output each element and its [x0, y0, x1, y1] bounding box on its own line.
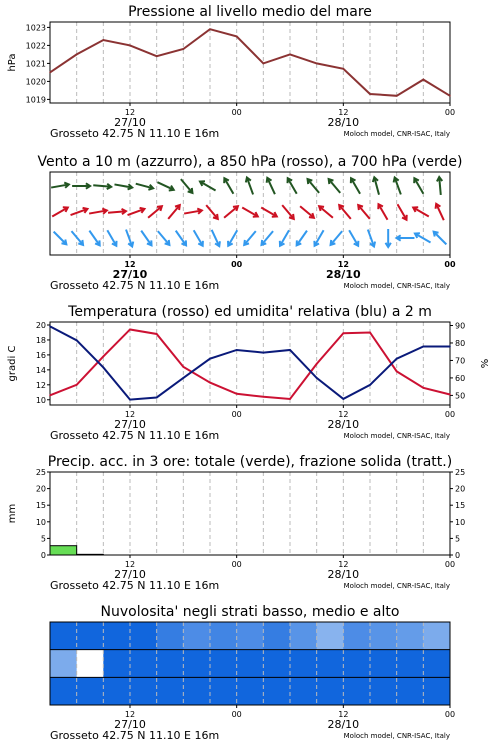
location-label: Grosseto 42.75 N 11.10 E 16m	[50, 127, 220, 140]
date-label: 28/10	[327, 718, 360, 731]
wind-arrow	[368, 230, 375, 247]
wind-arrow	[413, 207, 429, 216]
humidity-point	[396, 358, 398, 360]
cloud-cell	[397, 650, 424, 678]
cloud-cell	[103, 650, 130, 678]
wind-arrow	[72, 183, 90, 188]
temperature-point	[209, 382, 211, 384]
y-tick-label: 20	[35, 320, 46, 330]
wind-arrow-shaft	[300, 206, 314, 218]
cloud-cell	[263, 650, 290, 678]
x-tick-label: 00	[231, 260, 243, 269]
wind-arrow-shaft	[329, 179, 341, 193]
chart-title: Nuvolosita' negli strati basso, medio e alto	[100, 604, 400, 620]
wind-arrow-shaft	[176, 231, 186, 246]
wind-arrow	[437, 177, 442, 195]
date-label: 27/10	[114, 568, 146, 581]
cloud-cell	[183, 677, 210, 705]
wind-arrow-shaft	[224, 206, 238, 218]
wind-arrow	[108, 209, 126, 214]
y-right-axis-label: %	[480, 358, 491, 369]
wind-arrow	[126, 230, 133, 247]
y-axis-label: hPa	[7, 53, 18, 72]
date-label: 28/10	[327, 568, 360, 581]
temperature-point	[183, 366, 185, 368]
precip-bar	[50, 546, 77, 555]
cloud-cell	[423, 622, 450, 650]
pressure-point	[396, 95, 398, 97]
wind-arrow-shaft	[308, 179, 320, 193]
pressure-point	[449, 95, 451, 97]
y-tick-label: 15	[35, 501, 46, 511]
pressure-point	[156, 55, 158, 57]
humidity-point	[423, 346, 425, 348]
wind-arrow-shaft	[71, 231, 83, 245]
wind-arrow	[181, 179, 193, 193]
wind-arrow-shaft	[168, 205, 180, 219]
model-credit: Moloch model, CNR-ISAC, Italy	[343, 432, 450, 440]
cloud-cell	[317, 650, 344, 678]
wind-arrow-shaft	[244, 231, 256, 245]
wind-arrow-shaft	[351, 178, 360, 194]
wind-arrow	[244, 231, 256, 245]
wind-arrow	[200, 181, 216, 190]
temperature-point	[49, 394, 51, 396]
y-tick-label: 1022	[25, 41, 46, 51]
date-label: 27/10	[112, 268, 148, 281]
wind-arrow-shaft	[349, 230, 358, 246]
wind-arrow-shaft	[200, 182, 216, 191]
wind-arrow	[314, 230, 323, 246]
y-tick-label: 18	[35, 335, 46, 345]
wind-arrow-shaft	[194, 230, 203, 246]
wind-arrow-shaft	[107, 230, 116, 246]
wind-arrow-shaft	[242, 208, 258, 217]
cloud-cell	[183, 622, 210, 650]
cloud-cell	[183, 650, 210, 678]
wind-arrow	[373, 177, 379, 194]
cloud-cell	[237, 622, 264, 650]
temperature-point	[449, 394, 451, 396]
cloud-cells	[50, 622, 451, 705]
temperature-point	[236, 393, 238, 395]
wind-arrow-shaft	[181, 179, 193, 193]
cloud-cell	[157, 622, 184, 650]
humidity-point	[129, 399, 131, 401]
temperature-point	[103, 356, 105, 358]
wind-arrow	[396, 235, 414, 240]
cloud-cell	[237, 650, 264, 678]
wind-arrow-shaft	[52, 208, 68, 217]
humidity-point	[183, 377, 185, 379]
location-label: Grosseto 42.75 N 11.10 E 16m	[50, 429, 220, 442]
cloud-cell	[77, 650, 104, 678]
humidity-point	[263, 352, 265, 354]
x-tick-label: 00	[444, 108, 456, 117]
y-axis-label: mm	[7, 503, 18, 524]
wind-arrow	[398, 204, 407, 220]
y-tick-label: 25	[35, 468, 46, 477]
wind-arrow	[297, 231, 307, 246]
humidity-point	[289, 349, 291, 351]
wind-arrow-shaft	[413, 208, 429, 217]
date-label: 28/10	[327, 418, 360, 431]
plot-frame	[50, 322, 450, 405]
cloud-cell	[50, 622, 77, 650]
y-right-tick-label: 25	[455, 468, 466, 477]
y-tick-label: 1023	[25, 23, 46, 33]
chart-panel-1	[37, 154, 462, 292]
cloud-cell	[237, 677, 264, 705]
humidity-point	[76, 340, 78, 342]
pressure-point	[423, 79, 425, 81]
cloud-cell	[397, 622, 424, 650]
wind-arrow-shaft	[141, 231, 151, 246]
wind-arrow	[157, 182, 173, 190]
temperature-point	[316, 363, 318, 365]
wind-arrow-shaft	[158, 231, 170, 245]
wind-arrow-shaft	[280, 230, 289, 246]
y-tick-label: 10	[35, 395, 46, 405]
cloud-cell	[370, 677, 397, 705]
y-right-tick-label: 5	[455, 534, 461, 544]
cloud-cell	[103, 677, 130, 705]
pressure-point	[183, 48, 185, 50]
cloud-cell	[423, 677, 450, 705]
wind-arrow	[300, 206, 314, 218]
wind-arrow-shaft	[331, 231, 343, 245]
wind-arrow	[351, 178, 360, 194]
x-tick-label: 12	[124, 108, 136, 117]
y-tick-label: 20	[35, 484, 46, 494]
pressure-point	[343, 68, 345, 70]
cloud-cell	[50, 677, 77, 705]
y-right-tick-label: 80	[455, 338, 466, 348]
pressure-point	[289, 54, 291, 56]
wind-arrow-shaft	[315, 230, 324, 246]
humidity-point	[156, 397, 158, 399]
cloud-cell	[423, 650, 450, 678]
wind-arrow	[184, 209, 202, 214]
wind-arrow	[107, 230, 116, 246]
wind-arrow	[358, 205, 370, 219]
wind-arrow	[89, 231, 99, 246]
cloud-cell	[290, 677, 317, 705]
wind-arrow	[308, 179, 320, 193]
x-tick-label: 12	[124, 560, 136, 569]
wind-arrow	[288, 178, 297, 194]
wind-arrow	[71, 231, 83, 245]
pressure-point	[49, 72, 51, 74]
wind-arrow-shaft	[282, 205, 294, 219]
x-tick-label: 12	[124, 410, 136, 419]
x-tick-label: 00	[444, 410, 456, 419]
wind-arrow	[224, 206, 238, 218]
x-tick-label: 00	[444, 560, 456, 569]
x-tick-label: 12	[337, 260, 349, 269]
wind-arrow-shaft	[288, 178, 297, 194]
humidity-point	[49, 326, 51, 328]
cloud-cell	[210, 677, 237, 705]
location-label: Grosseto 42.75 N 11.10 E 16m	[50, 279, 220, 292]
y-right-tick-label: 10	[455, 517, 466, 527]
x-tick-label: 12	[124, 260, 136, 269]
x-tick-label: 00	[231, 410, 242, 419]
wind-arrow	[280, 230, 289, 246]
cloud-cell	[77, 622, 104, 650]
wind-arrow	[378, 204, 387, 220]
y-right-tick-label: 50	[455, 391, 466, 401]
wind-arrow	[176, 231, 186, 246]
temperature-point	[76, 384, 78, 386]
temperature-point	[156, 333, 158, 335]
cloud-cell	[130, 677, 157, 705]
wind-arrow	[206, 205, 218, 219]
pressure-point	[76, 54, 78, 56]
wind-arrow	[414, 178, 423, 194]
cloud-cell	[343, 650, 370, 678]
x-tick-label: 12	[338, 108, 349, 117]
wind-arrow	[148, 206, 162, 218]
wind-arrow-shaft	[319, 206, 333, 218]
y-right-tick-label: 15	[455, 501, 466, 511]
y-tick-label: 5	[40, 534, 46, 544]
wind-arrow-shaft	[297, 231, 307, 246]
wind-arrow	[194, 230, 203, 246]
y-tick-label: 10	[35, 517, 46, 527]
y-tick-label: 14	[35, 365, 46, 375]
humidity-point	[449, 346, 451, 348]
plot-frame	[50, 22, 450, 103]
wind-arrow	[339, 205, 351, 219]
pressure-point	[129, 45, 131, 47]
y-right-tick-label: 60	[455, 373, 466, 383]
wind-arrow-shaft	[379, 204, 388, 220]
x-tick-label: 00	[444, 260, 456, 269]
wind-arrow	[224, 178, 233, 194]
wind-arrow-shaft	[54, 232, 67, 245]
wind-arrow-shaft	[414, 178, 423, 194]
y-tick-label: 1021	[25, 59, 46, 69]
date-label: 27/10	[114, 718, 146, 731]
wind-arrow	[267, 178, 275, 194]
cloud-cell	[130, 622, 157, 650]
x-tick-label: 00	[231, 710, 242, 719]
x-tick-label: 00	[444, 710, 456, 719]
y-tick-label: 1020	[25, 77, 46, 87]
chart-panel-2	[7, 304, 491, 442]
chart-title: Temperatura (rosso) ed umidita' relativa (blu) a 2 m	[68, 304, 432, 320]
cloud-cell	[263, 622, 290, 650]
date-label: 28/10	[326, 268, 361, 281]
y-axis-label: gradi C	[7, 345, 18, 382]
wind-arrow-shaft	[434, 232, 447, 245]
x-tick-label: 12	[338, 410, 349, 419]
temperature-point	[396, 371, 398, 373]
cloud-cell	[343, 677, 370, 705]
cloud-cell	[210, 650, 237, 678]
chart-panel-3	[7, 454, 465, 592]
wind-arrow	[51, 183, 69, 188]
wind-arrow	[319, 206, 333, 218]
wind-arrow	[168, 205, 180, 219]
temperature-point	[129, 329, 131, 331]
date-label: 27/10	[114, 116, 146, 129]
wind-arrow	[246, 178, 253, 195]
wind-arrow	[212, 230, 220, 246]
location-label: Grosseto 42.75 N 11.10 E 16m	[50, 579, 220, 592]
cloud-cell	[370, 650, 397, 678]
humidity-point	[236, 349, 238, 351]
wind-arrow	[158, 231, 170, 245]
wind-arrow-shaft	[358, 205, 370, 219]
chart-panel-0	[7, 4, 455, 140]
wind-arrow	[349, 230, 358, 246]
wind-arrow	[141, 231, 151, 246]
cloud-cell	[210, 622, 237, 650]
pressure-point	[369, 93, 371, 95]
pressure-point	[209, 28, 211, 30]
cloud-cell	[317, 677, 344, 705]
cloud-cell	[50, 650, 77, 678]
x-tick-label: 00	[231, 108, 242, 117]
temperature-point	[289, 398, 291, 400]
wind-arrow	[436, 204, 444, 220]
precip-bar	[77, 554, 104, 555]
cloud-cell	[317, 622, 344, 650]
humidity-point	[209, 358, 211, 360]
wind-arrow	[114, 184, 132, 189]
wind-arrow-shaft	[224, 178, 233, 194]
y-tick-label: 0	[40, 551, 46, 560]
x-tick-label: 12	[124, 710, 136, 719]
wind-arrow	[228, 230, 237, 246]
x-tick-label: 12	[338, 560, 349, 569]
wind-arrow	[434, 232, 447, 245]
y-tick-label: 1019	[25, 95, 46, 105]
model-credit: Moloch model, CNR-ISAC, Italy	[343, 582, 450, 590]
wind-arrow	[329, 179, 341, 193]
wind-arrow	[386, 229, 391, 247]
wind-arrow-shaft	[206, 205, 218, 219]
model-credit: Moloch model, CNR-ISAC, Italy	[343, 130, 450, 138]
y-right-tick-label: 70	[455, 356, 466, 366]
wind-arrow-shaft	[415, 234, 431, 243]
wind-arrow	[54, 232, 67, 245]
pressure-point	[263, 63, 265, 65]
cloud-cell	[130, 650, 157, 678]
wind-arrow	[93, 184, 111, 189]
chart-panel-4	[50, 604, 455, 742]
cloud-cell	[103, 622, 130, 650]
cloud-cell	[263, 677, 290, 705]
wind-arrow	[89, 209, 107, 214]
cloud-cell	[77, 677, 104, 705]
wind-arrow	[282, 205, 294, 219]
wind-arrow-shaft	[398, 204, 407, 220]
cloud-cell	[343, 622, 370, 650]
temperature-point	[369, 332, 371, 334]
pressure-point	[316, 63, 318, 65]
cloud-cell	[290, 650, 317, 678]
chart-title: Vento a 10 m (azzurro), a 850 hPa (rosso), a 700 hPa (verde)	[37, 154, 463, 170]
chart-title: Pressione al livello medio del mare	[128, 4, 372, 20]
pressure-line	[50, 29, 450, 96]
temperature-point	[423, 387, 425, 389]
temperature-point	[263, 396, 265, 398]
model-credit: Moloch model, CNR-ISAC, Italy	[343, 282, 450, 290]
humidity-point	[316, 377, 318, 379]
y-tick-label: 12	[35, 380, 46, 390]
pressure-point	[236, 36, 238, 38]
wind-arrow	[52, 207, 68, 216]
chart-title: Precip. acc. in 3 ore: totale (verde), frazione solida (tratt.)	[47, 454, 453, 470]
wind-arrow	[331, 231, 343, 245]
y-right-tick-label: 20	[455, 484, 466, 494]
cloud-cell	[157, 677, 184, 705]
x-tick-label: 00	[231, 560, 242, 569]
humidity-point	[103, 367, 105, 369]
wind-arrow	[415, 233, 431, 242]
temperature-point	[343, 332, 345, 334]
time-gridlines	[77, 22, 424, 103]
humidity-point	[369, 384, 371, 386]
cloud-cell	[157, 650, 184, 678]
model-credit: Moloch model, CNR-ISAC, Italy	[343, 732, 450, 740]
wind-arrow-shaft	[89, 231, 99, 246]
wind-arrow-shaft	[339, 205, 351, 219]
location-label: Grosseto 42.75 N 11.10 E 16m	[50, 729, 220, 742]
y-right-tick-label: 0	[455, 551, 461, 560]
wind-arrow	[242, 208, 258, 217]
wind-arrow	[136, 184, 153, 190]
y-right-tick-label: 90	[455, 321, 466, 331]
y-tick-label: 16	[35, 350, 46, 360]
date-label: 27/10	[114, 418, 146, 431]
wind-arrow	[394, 178, 401, 195]
plot-frame	[50, 472, 450, 555]
wind-arrow-shaft	[148, 206, 162, 218]
humidity-point	[343, 398, 345, 400]
cloud-cell	[370, 622, 397, 650]
date-label: 28/10	[327, 116, 360, 129]
cloud-cell	[397, 677, 424, 705]
time-gridlines	[77, 472, 424, 555]
wind-arrow-shaft	[228, 230, 237, 246]
wind-arrow	[71, 208, 88, 215]
pressure-point	[103, 39, 105, 41]
x-tick-label: 12	[338, 710, 349, 719]
cloud-cell	[290, 622, 317, 650]
